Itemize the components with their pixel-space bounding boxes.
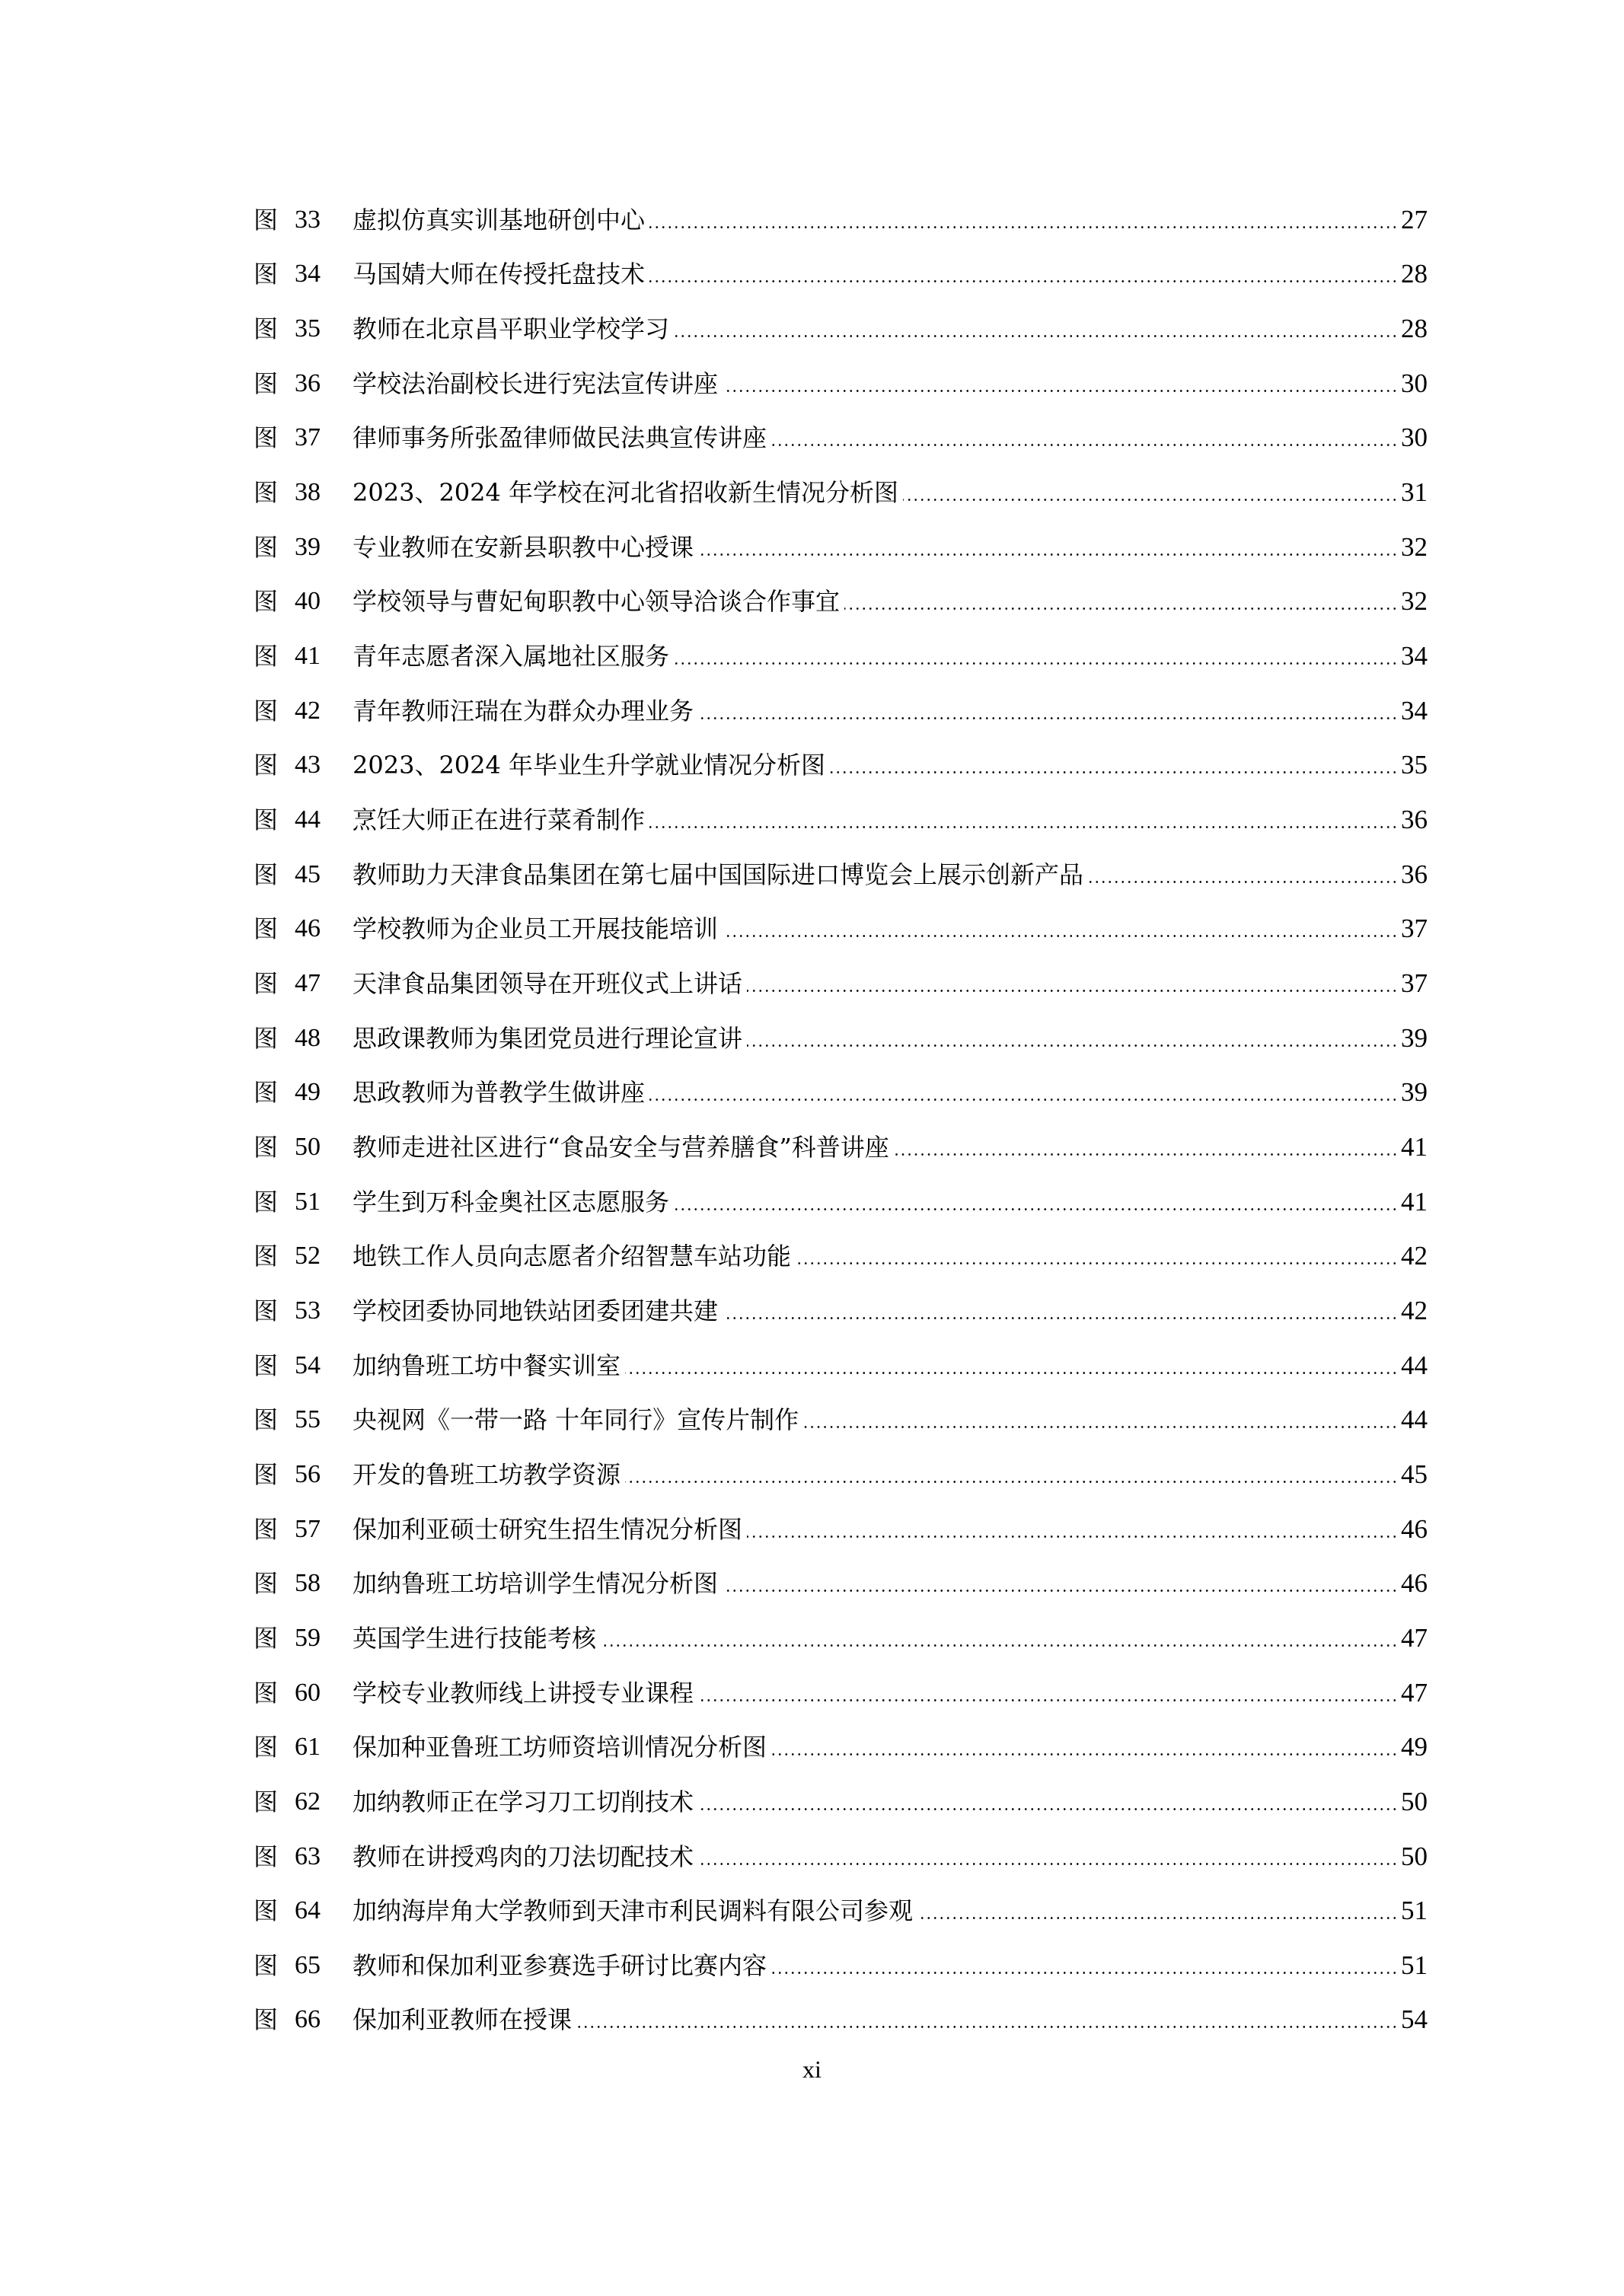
figure-title: 教师走进社区进行“食品安全与营养膳食”科普讲座 [353,1132,889,1162]
figure-title: 学校领导与曹妃甸职教中心领导洽谈合作事宜 [353,587,841,617]
page-number: 51 [1401,1896,1428,1926]
toc-entry-figure-42[interactable] [254,684,1428,738]
page-number: 37 [1401,968,1428,999]
page-number: 39 [1401,1077,1428,1108]
figure-number: 37 [295,423,321,452]
page-number: 47 [1401,1622,1428,1653]
figure-number: 45 [295,859,321,888]
page-number: 36 [1401,859,1428,889]
figure-number: 53 [295,1296,321,1325]
dot-leader [917,1898,1398,1924]
toc-entry-figure-46[interactable] [254,902,1428,957]
figure-number: 58 [295,1569,321,1598]
figure-title: 专业教师在安新县职教中心授课 [353,532,694,562]
figure-title: 思政教师为普教学生做讲座 [353,1078,646,1108]
toc-entry-figure-34[interactable] [254,247,1428,302]
dot-leader [747,971,1398,997]
dot-leader [576,2007,1398,2033]
figure-prefix: 图 [254,1733,279,1762]
page-footer-number: xi [802,2055,822,2083]
page-number: 27 [1401,204,1428,234]
figure-title: 思政课教师为集团党员进行理论宣讲 [353,1023,743,1053]
toc-entry-figure-56[interactable] [254,1447,1428,1502]
figure-number: 44 [295,805,321,834]
dot-leader [649,807,1398,833]
page-number: 54 [1401,2004,1428,2035]
figure-title: 加纳海岸角大学教师到天津市利民调料有限公司参观 [353,1896,914,1926]
page-number: 28 [1401,314,1428,344]
page-number: 30 [1401,368,1428,398]
toc-entry-figure-59[interactable] [254,1611,1428,1666]
dot-leader [723,1298,1398,1324]
figure-title: 加纳鲁班工坊中餐实训室 [353,1350,621,1380]
figure-prefix: 图 [254,478,279,508]
dot-leader [1088,862,1398,888]
figure-title: 青年志愿者深入属地社区服务 [353,642,670,671]
figure-title: 学校专业教师线上讲授专业课程 [353,1678,694,1708]
figure-title: 烹饪大师正在进行菜肴制作 [353,805,646,835]
toc-entry-figure-52[interactable] [254,1229,1428,1284]
page-number: 44 [1401,1405,1428,1435]
figure-number: 33 [295,205,321,234]
toc-entry-figure-63[interactable] [254,1829,1428,1884]
page-number: 50 [1401,1786,1428,1816]
figure-title: 学校团委协同地铁站团委团建共建 [353,1296,719,1325]
figure-number: 62 [295,1787,321,1816]
figure-prefix: 图 [254,532,279,562]
figure-title: 天津食品集团领导在开班仪式上讲话 [353,969,743,999]
figure-title: 虚拟仿真实训基地研创中心 [353,205,646,234]
page-number: 37 [1401,914,1428,944]
figure-title: 教师助力天津食品集团在第七届中国国际进口博览会上展示创新产品 [353,859,1084,889]
figure-list-toc [254,193,1428,2047]
dot-leader [771,1953,1398,1979]
dot-leader [747,1516,1398,1542]
dot-leader [723,371,1398,397]
figure-title: 英国学生进行技能考核 [353,1623,597,1653]
dot-leader [698,1680,1398,1706]
toc-entry-figure-49[interactable] [254,1066,1428,1121]
figure-prefix: 图 [254,859,279,889]
toc-entry-figure-66[interactable] [254,1993,1428,2048]
figure-prefix: 图 [254,1132,279,1162]
dot-leader [674,316,1398,342]
figure-title: 保加利亚教师在授课 [353,2005,573,2035]
figure-number: 54 [295,1350,321,1379]
toc-entry-figure-40[interactable] [254,575,1428,630]
dot-leader [625,1353,1398,1379]
toc-entry-figure-36[interactable] [254,356,1428,411]
figure-title: 教师和保加利亚参赛选手研讨比赛内容 [353,1950,767,1980]
figure-title: 教师在北京昌平职业学校学习 [353,314,670,344]
figure-number: 51 [295,1187,321,1216]
figure-title: 2023、2024 年毕业生升学就业情况分析图 [353,751,826,780]
toc-entry-figure-48[interactable] [254,1011,1428,1066]
figure-title: 马国婧大师在传授托盘技术 [353,260,646,289]
dot-leader [674,643,1398,669]
figure-prefix: 图 [254,1405,279,1435]
figure-number: 66 [295,2005,321,2034]
figure-prefix: 图 [254,368,279,398]
toc-entry-figure-61[interactable] [254,1720,1428,1775]
figure-prefix: 图 [254,1678,279,1708]
dot-leader [803,1407,1398,1433]
figure-prefix: 图 [254,2005,279,2035]
dot-leader [903,480,1398,505]
figure-number: 36 [295,368,321,397]
toc-entry-figure-51[interactable] [254,1175,1428,1229]
page-number: 41 [1401,1131,1428,1162]
toc-entry-figure-41[interactable] [254,629,1428,684]
toc-entry-figure-62[interactable] [254,1775,1428,1829]
page-number: 51 [1401,1950,1428,1980]
page-number: 31 [1401,477,1428,508]
figure-number: 59 [295,1623,321,1652]
figure-title: 青年教师汪瑞在为群众办理业务 [353,696,694,725]
toc-entry-figure-53[interactable] [254,1284,1428,1338]
toc-entry-figure-44[interactable] [254,792,1428,847]
dot-leader [601,1625,1398,1651]
figure-title: 央视网《一带一路 十年同行》宣传片制作 [353,1405,799,1435]
figure-prefix: 图 [254,1023,279,1053]
page-number: 50 [1401,1841,1428,1871]
toc-entry-figure-50[interactable] [254,1120,1428,1175]
toc-entry-figure-43[interactable] [254,738,1428,793]
page-number: 46 [1401,1513,1428,1544]
figure-prefix: 图 [254,1187,279,1217]
dot-leader [894,1134,1398,1160]
figure-title: 学校教师为企业员工开展技能培训 [353,914,719,944]
figure-title: 2023、2024 年学校在河北省招收新生情况分析图 [353,478,899,508]
figure-title: 教师在讲授鸡肉的刀法切配技术 [353,1842,694,1871]
dot-leader [844,588,1398,614]
page-number: 41 [1401,1186,1428,1217]
figure-number: 56 [295,1459,321,1488]
toc-entry-figure-38[interactable] [254,465,1428,520]
figure-number: 42 [295,696,321,725]
figure-title: 学生到万科金奥社区志愿服务 [353,1187,670,1217]
figure-number: 55 [295,1405,321,1434]
dot-leader [649,1079,1398,1105]
figure-prefix: 图 [254,314,279,344]
figure-prefix: 图 [254,587,279,617]
page-number: 30 [1401,423,1428,453]
figure-prefix: 图 [254,642,279,671]
page-number: 34 [1401,641,1428,671]
dot-leader [674,1189,1398,1215]
figure-number: 57 [295,1514,321,1543]
dot-leader [698,698,1398,724]
figure-number: 48 [295,1023,321,1052]
page-number: 45 [1401,1459,1428,1489]
page-number: 28 [1401,259,1428,289]
figure-prefix: 图 [254,1842,279,1871]
dot-leader [771,1734,1398,1760]
dot-leader [698,534,1398,560]
dot-leader [723,916,1398,942]
figure-prefix: 图 [254,1896,279,1926]
figure-title: 保加利亚硕士研究生招生情况分析图 [353,1514,743,1544]
page-number: 34 [1401,695,1428,725]
toc-entry-figure-54[interactable] [254,1338,1428,1393]
figure-number: 65 [295,1950,321,1979]
figure-prefix: 图 [254,1514,279,1544]
figure-number: 60 [295,1678,321,1707]
figure-prefix: 图 [254,1623,279,1653]
toc-entry-figure-65[interactable] [254,1938,1428,1993]
figure-number: 46 [295,914,321,943]
figure-prefix: 图 [254,1569,279,1599]
figure-number: 61 [295,1733,321,1762]
figure-prefix: 图 [254,1350,279,1380]
figure-title: 加纳鲁班工坊培训学生情况分析图 [353,1569,719,1599]
dot-leader [698,1844,1398,1870]
toc-entry-figure-58[interactable] [254,1556,1428,1611]
figure-prefix: 图 [254,423,279,453]
dot-leader [723,1571,1398,1596]
figure-title: 保加种亚鲁班工坊师资培训情况分析图 [353,1733,767,1762]
page-number: 47 [1401,1677,1428,1708]
dot-leader [649,261,1398,287]
figure-number: 35 [295,314,321,343]
figure-prefix: 图 [254,1787,279,1816]
figure-prefix: 图 [254,751,279,780]
figure-prefix: 图 [254,696,279,725]
figure-prefix: 图 [254,205,279,234]
figure-prefix: 图 [254,1459,279,1489]
page-number: 42 [1401,1241,1428,1271]
page-number: 49 [1401,1732,1428,1762]
toc-entry-figure-35[interactable] [254,301,1428,356]
figure-title: 学校法治副校长进行宪法宣传讲座 [353,368,719,398]
figure-number: 64 [295,1896,321,1925]
figure-number: 41 [295,642,321,671]
toc-entry-figure-47[interactable] [254,956,1428,1011]
figure-title: 加纳教师正在学习刀工切削技术 [353,1787,694,1816]
figure-title: 律师事务所张盈律师做民法典宣传讲座 [353,423,767,453]
dot-leader [649,207,1398,233]
toc-entry-figure-60[interactable] [254,1666,1428,1720]
figure-number: 39 [295,532,321,561]
page-number: 42 [1401,1295,1428,1325]
page-number: 39 [1401,1022,1428,1053]
figure-prefix: 图 [254,1242,279,1271]
toc-entry-figure-39[interactable] [254,520,1428,575]
figure-prefix: 图 [254,1296,279,1325]
figure-prefix: 图 [254,260,279,289]
page-number: 32 [1401,586,1428,617]
dot-leader [698,1789,1398,1815]
dot-leader [771,425,1398,451]
figure-title: 开发的鲁班工坊教学资源 [353,1459,621,1489]
figure-number: 47 [295,969,321,998]
figure-number: 63 [295,1842,321,1870]
figure-prefix: 图 [254,914,279,944]
figure-number: 49 [295,1078,321,1107]
toc-entry-figure-55[interactable] [254,1392,1428,1447]
page-number: 35 [1401,750,1428,780]
dot-leader [796,1243,1398,1269]
toc-entry-figure-45[interactable] [254,847,1428,902]
toc-entry-figure-37[interactable] [254,411,1428,466]
page-number: 46 [1401,1568,1428,1599]
figure-number: 40 [295,587,321,616]
page-number: 32 [1401,531,1428,562]
page-number: 44 [1401,1350,1428,1380]
toc-entry-figure-33[interactable] [254,193,1428,247]
figure-number: 34 [295,260,321,289]
figure-title: 地铁工作人员向志愿者介绍智慧车站功能 [353,1242,792,1271]
figure-number: 38 [295,478,321,507]
dot-leader [830,752,1398,778]
figure-prefix: 图 [254,969,279,999]
dot-leader [625,1462,1398,1488]
figure-prefix: 图 [254,1078,279,1108]
toc-entry-figure-57[interactable] [254,1502,1428,1557]
figure-prefix: 图 [254,805,279,835]
dot-leader [747,1025,1398,1051]
figure-prefix: 图 [254,1950,279,1980]
page-number: 36 [1401,805,1428,835]
figure-number: 50 [295,1132,321,1161]
figure-number: 52 [295,1242,321,1271]
toc-entry-figure-64[interactable] [254,1883,1428,1938]
figure-number: 43 [295,751,321,780]
